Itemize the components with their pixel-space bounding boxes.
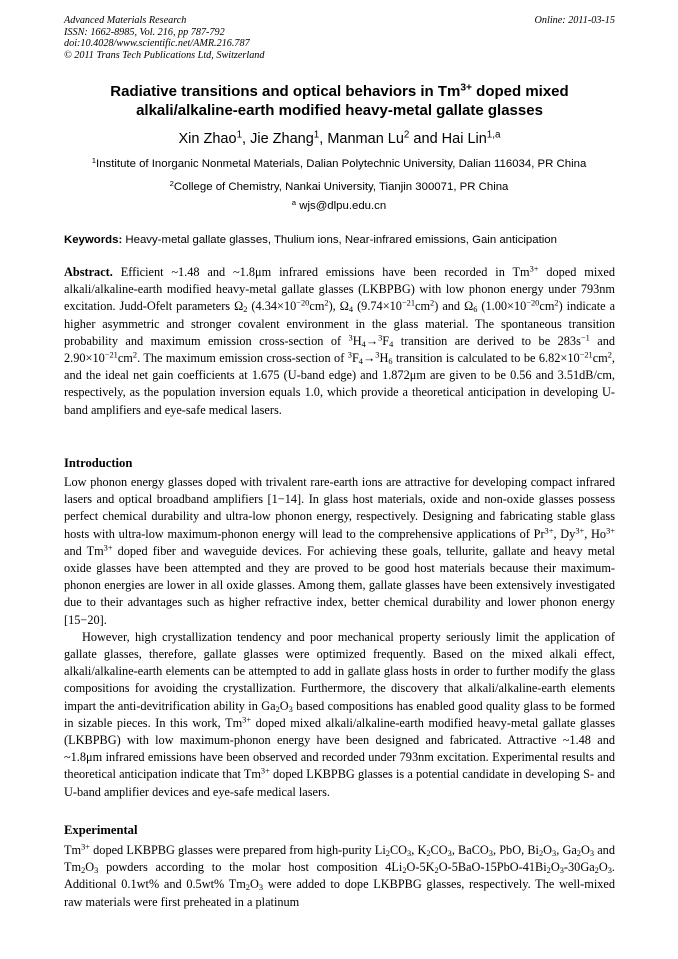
- introduction-text: Low phonon energy glasses doped with trivalent rare-earth ions are attractive for developing compact infrared lasers and optical broadband amplifiers [1−14]. In glass host materials, oxide and non-oxide glasses possess perfect chemical durability and ultra-low phonon energy, respectively. Designing and fabricating stable glass hosts with ultra-low maximum-phonon energy will lead to the comprehensive applications of $Pr^{3+}$, $Dy^{3+}$, $Ho^{3+}$ and $Tm^{3+}$ doped fiber and waveguide devices. For achieving these goals, tellurite, gallate and heavy metal oxide glasses have been attempted and they are proved to be good host materials because their maximum-phonon energies are lower in all oxide glasses. Among them, gallate glasses have been extensively investigated due to their advantages such as higher refractive index, better chemical durability and lower phonon energy [15−20]. However, high crystallization tendency and poor mechanical property seriously limit the application of gallate glasses, therefore, gallate glasses were optimized frequently. Based on the mixed alkali effect, alkali/alkaline-earth elements can be attempted to add in gallate glass hosts in order to further modify the glass compositions for avoiding the crystallization. Furthermore, the discovery that alkali/alkaline-earth elements impart the anti-devitrification ability in $Ga_2O_3$ based compositions has enabled good quality glass to be formed in sizable pieces. In this work, $Tm^{3+}$ doped mixed alkali/alkaline-earth modified heavy-metal gallate glasses (LKBPBG) with low maximum-phonon energy have been designed and fabricated. Attractive ~1.48 and ~1.8μm infrared emissions have been observed and recorded under 793nm excitation. Experimental results and theoretical anticipation indicate that $Tm^{3+}$ doped LKBPBG glasses is a potential candidate in developing S- and U-band amplifier devices and eye-safe medical lasers.: [64, 475, 616, 799]
- affiliation-2: $^2$College of Chemistry, Nankai University, Tianjin 300071, PR China: [169, 178, 509, 193]
- paper-title: [64, 82, 615, 120]
- author: Hai Lin: [441, 131, 487, 147]
- title-line-1: Radiative transitions and optical behaviors in $Tm^{3+}$ doped mixed: [110, 82, 569, 100]
- author: Manman Lu: [327, 131, 404, 147]
- affiliation-1: $^1$Institute of Inorganic Nonmetal Materials, Dalian Polytechnic University, Dalian 116034, PR China: [91, 155, 587, 170]
- journal-header: [64, 15, 615, 61]
- copyright-line: © 2011 Trans Tech Publications Ltd, Switzerland: [64, 49, 265, 61]
- author-list: Xin Zhao$^1$, Jie Zhang$^1$, Manman Lu$^2$ and Hai Lin$^{1,a}$: [178, 129, 501, 147]
- keywords: Keywords: Heavy-metal gallate glasses, Thulium ions, Near-infrared emissions, Gain anticipation: [64, 234, 557, 246]
- author-email: $^a$ wjs@dlpu.edu.cn: [291, 197, 387, 212]
- doi-line: doi:10.4028/www.scientific.net/AMR.216.787: [64, 38, 250, 50]
- journal-name: Advanced Materials Research: [64, 15, 187, 26]
- abstract: Abstract. Efficient ~1.48 and ~1.8μm infrared emissions have been recorded in $Tm^{3+}$ doped mixed alkali/alkaline-earth modified heavy-metal gallate glasses (LKBPBG) with low phonon energy under 793nm excitation. Judd-Ofelt parameters $\Omega_2$ $(4.34\times 10^{-20}cm^2)$, $\Omega_4$ $(9.74\times 10^{-21}cm^2)$ and $\Omega_6$ $(1.00\times 10^{-20}cm^2)$ indicate a higher asymmetric and stronger covalent environment in the glass material. The spontaneous transition probability and maximum emission cross-section of $^3H_4\to^3F_4$ transition are derived to be $283s^{-1}$ and $2.90\times 10^{-21}cm^2$. The maximum emission cross-section of $^3F_4\to^3H_6$ transition is calculated to be $6.82\times 10^{-21}cm^2$, and the ideal net gain coefficients at 1.675 (U-band edge) and 1.872μm are given to be 0.56 and 3.51dB/cm, respectively, as the population inversion equals 1.0, which provide a theoretical anticipation in developing U-band amplifiers and eye-safe medical lasers.: [64, 264, 616, 417]
- issn-line: ISSN: 1662-8985, Vol. 216, pp 787-792: [64, 26, 225, 38]
- title-line-2: alkali/alkaline-earth modified heavy-metal gallate glasses: [136, 102, 543, 119]
- section-heading-experimental: Experimental: [64, 823, 138, 837]
- author: Jie Zhang: [250, 131, 314, 147]
- abstract-label: Abstract.: [64, 265, 113, 279]
- online-date: Online: 2011-03-15: [534, 15, 615, 26]
- section-heading-introduction: Introduction: [64, 456, 133, 470]
- author: Xin Zhao: [178, 131, 237, 147]
- experimental-text: $Tm^{3+}$ doped LKBPBG glasses were prepared from high-purity $Li_2CO_3$, $K_2CO_3$, BaCO$_3$, PbO, $Bi_2O_3$, $Ga_2O_3$ and $Tm_2O_3$ powders according to the molar host composition $4Li_2O-5K_2O-5BaO-15PbO-41Bi_2O_3-30Ga_2O_3$. Additional 0.1wt% and 0.5wt% $Tm_2O_3$ were added to dope LKBPBG glasses, respectively. The well-mixed raw materials were first preheated in a platinum: [64, 842, 615, 909]
